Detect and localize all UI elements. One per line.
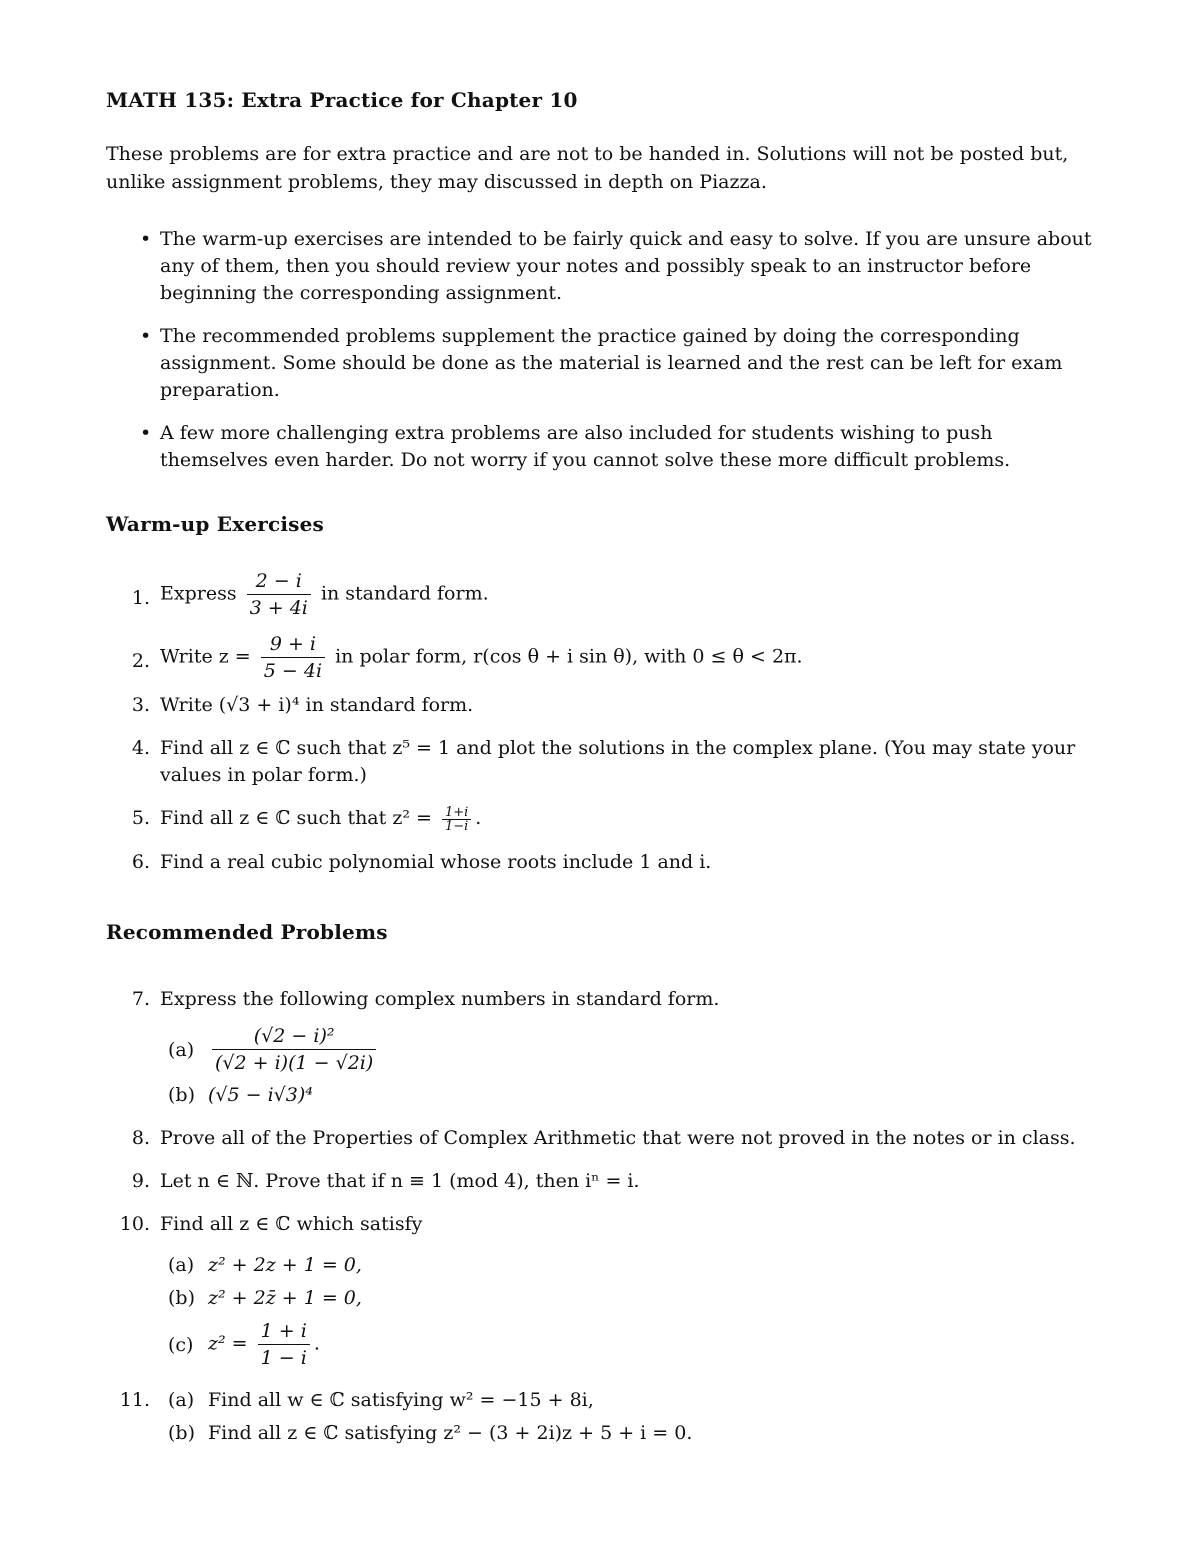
subpart-label: (b) [168, 1286, 195, 1309]
problem-number: 2. [131, 650, 150, 672]
bullet-text: A few more challenging extra problems are also included for students wishing to push themselves even harder. Do not worry if you cannot solve these more difficult problems. [160, 422, 1011, 471]
instruction-list [106, 226, 1096, 474]
subpart-label: (c) [168, 1333, 194, 1356]
subpart-text: z² + 2z + 1 = 0, [208, 1253, 362, 1276]
problem-4 [106, 735, 1096, 789]
problem-text: . [475, 807, 482, 829]
subpart-text: Find all z ∈ ℂ satisfying z² − (3 + 2i)z + 5 + i = 0. [208, 1421, 693, 1444]
problem-text: Let n ∈ ℕ. Prove that if n ≡ 1 (mod 4), then iⁿ = i. [160, 1169, 640, 1192]
subpart-label: (a) [168, 1388, 195, 1411]
problem-5 [106, 805, 1096, 833]
bullet-text: The recommended problems supplement the practice gained by doing the corresponding assignment. Some should be done as the material is learned and the rest can be left for exam preparation. [160, 325, 1063, 401]
problem-text: Find all z ∈ ℂ which satisfy [160, 1212, 423, 1235]
problem-text: Express [160, 582, 237, 605]
problem-text: in polar form, r(cos θ + i sin θ), with 0 ≤ θ < 2π. [335, 645, 803, 668]
problem-9 [106, 1168, 1096, 1195]
fraction [442, 806, 471, 833]
subpart-a [160, 1023, 1096, 1076]
problem-11 [106, 1387, 1096, 1447]
bullet-icon: • [140, 422, 152, 444]
problem-number: 7. [131, 987, 150, 1010]
problem-10 [106, 1211, 1096, 1371]
fraction-denominator: 3 + 4i [247, 594, 311, 621]
problem-number: 5. [131, 807, 150, 829]
subpart-label: (a) [168, 1038, 195, 1061]
problem-text: Write (√3 + i)⁴ in standard form. [160, 694, 474, 716]
fraction-numerator: 9 + i [269, 633, 316, 655]
subpart-text: . [313, 1332, 320, 1354]
problem-text: Prove all of the Properties of Complex Arithmetic that were not proved in the notes or in class. [160, 1126, 1076, 1149]
fraction-denominator: 1 − i [258, 1344, 310, 1371]
bullet-text: The warm-up exercises are intended to be fairly quick and easy to solve. If you are unsure about any of them, then you should review your notes and possibly speak to an instructor before beginning the corresponding assignment. [160, 228, 1092, 304]
problem-8 [106, 1125, 1096, 1152]
fraction [212, 1023, 376, 1076]
subpart-label: (a) [168, 1253, 195, 1276]
intro-paragraph: These problems are for extra practice and are not to be handed in. Solutions will not be posted but, unlike assignment problems, they may discussed in depth on Piazza. [106, 143, 1069, 193]
fraction-denominator: 1−i [442, 819, 471, 833]
problem-text: Find a real cubic polynomial whose roots include 1 and i. [160, 850, 712, 873]
fraction-denominator: (√2 + i)(1 − √2i) [212, 1049, 376, 1076]
problem-number: 11. [119, 1388, 150, 1411]
problem-text: Find all z ∈ ℂ such that z⁵ = 1 and plot the solutions in the complex plane. (You may state your values in polar form.) [160, 737, 1076, 786]
problem-number: 6. [131, 850, 150, 873]
problem-number: 1. [131, 587, 150, 609]
bullet-item [106, 323, 1096, 404]
fraction [258, 1318, 310, 1371]
subpart-a [160, 1252, 1096, 1279]
subpart-c [160, 1318, 1096, 1371]
section-heading-recommended: Recommended Problems [106, 919, 388, 944]
document-page [106, 88, 1096, 1463]
problem-3 [106, 692, 1096, 719]
subpart-text: Find all w ∈ ℂ satisfying w² = −15 + 8i, [208, 1388, 594, 1411]
problem-number: 10. [119, 1212, 150, 1235]
subpart-text: z² + 2z̄ + 1 = 0, [208, 1286, 362, 1309]
problem-text: Express the following complex numbers in standard form. [160, 987, 720, 1010]
fraction [261, 631, 325, 684]
fraction-numerator: 1 + i [260, 1319, 307, 1342]
subpart-text: (√5 − i√3)⁴ [208, 1083, 313, 1106]
subpart-label: (b) [168, 1083, 195, 1106]
problem-6 [106, 849, 1096, 876]
problem-number: 4. [131, 737, 150, 759]
subpart-b [160, 1420, 1096, 1447]
bullet-item [106, 226, 1096, 307]
subpart-text: z² = [208, 1332, 248, 1354]
problem-number: 3. [131, 694, 150, 716]
problem-text: Write z = [160, 645, 251, 668]
problem-1 [106, 568, 1096, 621]
fraction-numerator: 2 − i [255, 570, 302, 592]
problem-number: 9. [131, 1169, 150, 1192]
fraction-denominator: 5 − 4i [261, 657, 325, 684]
problem-text: Find all z ∈ ℂ such that z² = [160, 807, 432, 829]
bullet-icon: • [140, 325, 152, 347]
fraction-numerator: (√2 − i)² [253, 1024, 335, 1047]
subpart-b [160, 1082, 1096, 1109]
problem-number: 8. [131, 1126, 150, 1149]
fraction-numerator: 1+i [444, 804, 469, 820]
problem-7 [106, 986, 1096, 1109]
fraction [247, 568, 311, 621]
bullet-icon: • [140, 228, 152, 250]
problem-text: in standard form. [320, 582, 489, 605]
subpart-label: (b) [168, 1421, 195, 1444]
section-heading-warmup: Warm-up Exercises [106, 512, 325, 536]
subpart-b [160, 1285, 1096, 1312]
bullet-item [106, 420, 1096, 474]
subpart-a [160, 1387, 1096, 1414]
problem-2 [106, 631, 1096, 684]
document-title: MATH 135: Extra Practice for Chapter 10 [106, 88, 578, 112]
